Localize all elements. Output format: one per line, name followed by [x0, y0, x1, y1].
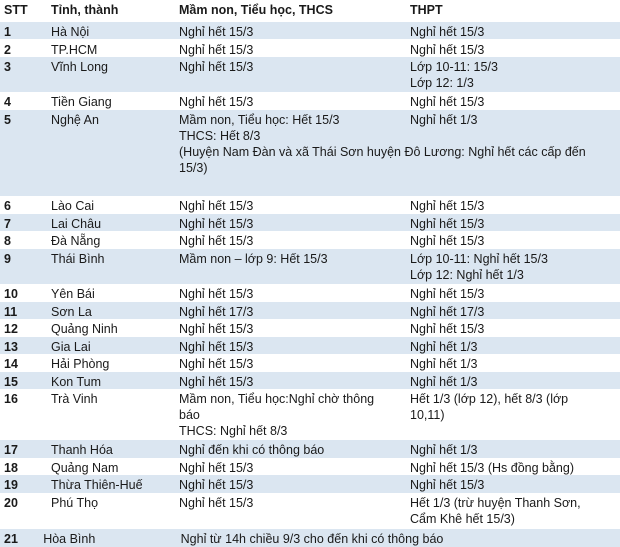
status-line: Nghỉ hết 15/3	[410, 478, 485, 492]
thpt-status	[406, 337, 620, 354]
thpt-status	[406, 319, 620, 337]
thpt-status	[406, 440, 620, 458]
province-name: Đà Nẵng	[51, 234, 101, 248]
status-line: Nghỉ hết 15/3	[179, 375, 254, 389]
status-line: Nghỉ hết 15/3	[410, 287, 485, 301]
lower-levels-status	[175, 284, 406, 302]
status-line: Nghỉ hết 15/3	[179, 60, 254, 74]
province-name: TP.HCM	[51, 43, 98, 57]
lower-levels-status	[175, 22, 406, 39]
status-line: Hết 1/3 (trừ huyện Thanh Sơn,	[410, 496, 581, 510]
status-line: Nghỉ hết 15/3	[179, 461, 254, 475]
status-line: Nghỉ hết 15/3	[179, 43, 254, 57]
lower-levels-status	[175, 92, 406, 110]
province-name: Tiền Giang	[51, 95, 112, 109]
table-row	[0, 475, 620, 493]
status-line: Nghỉ hết 15/3	[179, 287, 254, 301]
status-line: Mầm non, Tiểu học: Hết 15/3	[179, 113, 340, 127]
province-name: Yên Bái	[51, 287, 95, 301]
lower-levels-status	[175, 389, 406, 440]
table-row	[0, 110, 620, 196]
row-number: 6	[4, 199, 11, 213]
status-line: Nghỉ hết 15/3 (Hs đồng bằng)	[410, 461, 574, 475]
status-line: Nghỉ hết 15/3	[179, 25, 254, 39]
row-number: 11	[4, 305, 18, 319]
thpt-status	[406, 302, 620, 319]
table-row	[0, 40, 620, 57]
status-line: Nghỉ hết 15/3	[410, 322, 485, 336]
status-line: Nghỉ đến khi có thông báo	[179, 443, 325, 457]
status-line: Lớp 10-11: 15/3	[410, 60, 498, 74]
province-name: Thanh Hóa	[51, 443, 113, 457]
province-name: Thừa Thiên-Huế	[51, 478, 143, 492]
row-number: 21	[4, 532, 18, 546]
status-line: Nghỉ hết 15/3	[179, 95, 254, 109]
row-number: 15	[4, 375, 18, 389]
thpt-status	[406, 284, 620, 302]
lower-levels-status	[175, 440, 406, 458]
row-number: 2	[4, 43, 11, 57]
header-thpt: THPT	[410, 3, 443, 17]
row-number: 9	[4, 252, 11, 266]
status-line: Nghỉ hết 1/3	[410, 340, 478, 354]
table-header	[0, 0, 620, 22]
status-line: Nghỉ hết 15/3	[410, 234, 485, 248]
thpt-status	[406, 389, 620, 440]
header-province: Tỉnh, thành	[51, 3, 119, 17]
status-line: Lớp 12: 1/3	[410, 76, 474, 90]
province-name: Quảng Ninh	[51, 322, 118, 336]
province-name: Thái Bình	[51, 252, 105, 266]
thpt-status	[406, 214, 620, 231]
thpt-status	[406, 22, 620, 39]
thpt-status	[406, 249, 620, 284]
thpt-status	[406, 196, 620, 214]
status-line: Nghỉ hết 15/3	[179, 357, 254, 371]
status-line: Nghỉ hết 15/3	[410, 25, 485, 39]
status-line: Mầm non, Tiểu học:Nghỉ chờ thông	[179, 392, 375, 406]
province-name: Sơn La	[51, 305, 92, 319]
thpt-status	[406, 372, 620, 389]
thpt-status	[406, 354, 620, 372]
lower-levels-status	[175, 214, 406, 231]
table-row	[0, 22, 620, 39]
status-line: Nghỉ hết 1/3	[410, 113, 478, 127]
status-line: Nghỉ hết 17/3	[410, 305, 485, 319]
row-number: 5	[4, 113, 11, 127]
province-name: Hải Phòng	[51, 357, 110, 371]
lower-levels-status	[175, 231, 406, 249]
table-row	[0, 196, 620, 214]
row-number: 14	[4, 357, 18, 371]
status-line: Nghỉ hết 15/3	[179, 496, 254, 510]
table-row	[0, 458, 620, 475]
status-line: (Huyện Nam Đàn và xã Thái Sơn huyện Đô Lương: Nghỉ hết các cấp đến	[179, 145, 586, 159]
table-row	[0, 529, 620, 547]
status-line: Nghỉ hết 15/3	[179, 199, 254, 213]
province-name: Trà Vinh	[51, 392, 98, 406]
lower-levels-status	[175, 196, 406, 214]
row-number: 7	[4, 217, 11, 231]
lower-levels-status	[175, 337, 406, 354]
province-name: Lai Châu	[51, 217, 102, 231]
row-number: 13	[4, 340, 18, 354]
lower-levels-status	[175, 493, 406, 529]
row-number: 16	[4, 392, 18, 406]
table-row	[0, 214, 620, 231]
thpt-status	[406, 493, 620, 529]
lower-levels-status	[175, 319, 406, 337]
thpt-status	[406, 57, 620, 92]
row-number: 8	[4, 234, 11, 248]
row-number: 3	[4, 60, 11, 74]
row-number: 20	[4, 496, 18, 510]
header-stt: STT	[4, 3, 28, 17]
status-line: Nghỉ hết 1/3	[410, 375, 478, 389]
status-line: Nghỉ hết 15/3	[410, 95, 485, 109]
status-line: Lớp 12: Nghỉ hết 1/3	[410, 268, 524, 282]
table-row	[0, 337, 620, 354]
table-row	[0, 249, 620, 284]
province-name: Quảng Nam	[51, 461, 119, 475]
status-line: Nghỉ hết 15/3	[179, 340, 254, 354]
table-row	[0, 372, 620, 389]
lower-levels-status	[175, 249, 406, 284]
table-row	[0, 354, 620, 372]
province-name: Hòa Bình	[43, 532, 96, 546]
row-number: 10	[4, 287, 18, 301]
status-line: 15/3)	[179, 161, 208, 175]
thpt-status	[406, 475, 620, 493]
table-row	[0, 302, 620, 319]
lower-levels-status	[175, 57, 406, 92]
province-name: Hà Nội	[51, 25, 90, 39]
merged-note: Nghỉ từ 14h chiều 9/3 cho đến khi có thông báo	[180, 532, 444, 546]
status-line: Hết 1/3 (lớp 12), hết 8/3 (lớp	[410, 392, 569, 406]
status-line: Nghỉ hết 1/3	[410, 357, 478, 371]
table-row	[0, 284, 620, 302]
lower-levels-status	[175, 40, 406, 57]
lower-levels-status	[175, 354, 406, 372]
table-row	[0, 92, 620, 110]
table-row	[0, 57, 620, 92]
status-line: Nghỉ hết 15/3	[410, 43, 485, 57]
lower-levels-status	[175, 302, 406, 319]
table-row	[0, 493, 620, 529]
lower-levels-status	[175, 475, 406, 493]
table-row	[0, 389, 620, 440]
status-line: THCS: Nghỉ hết 8/3	[179, 424, 288, 438]
row-number: 18	[4, 461, 18, 475]
status-line: Mầm non – lớp 9: Hết 15/3	[179, 252, 328, 266]
province-name: Kon Tum	[51, 375, 102, 389]
status-line: Nghỉ hết 15/3	[179, 217, 254, 231]
status-line: Nghỉ hết 15/3	[179, 234, 254, 248]
thpt-status	[406, 458, 620, 475]
lower-levels-status	[175, 372, 406, 389]
table-row	[0, 440, 620, 458]
status-line: Nghỉ hết 15/3	[410, 199, 485, 213]
row-number: 17	[4, 443, 18, 457]
thpt-status	[406, 231, 620, 249]
table-row	[0, 231, 620, 249]
province-name: Nghệ An	[51, 113, 99, 127]
status-line: Cẩm Khê hết 15/3)	[410, 512, 515, 526]
status-line: Nghỉ hết 15/3	[410, 217, 485, 231]
row-number: 1	[4, 25, 11, 39]
status-line: báo	[179, 408, 200, 422]
header-lower-levels: Mầm non, Tiểu học, THCS	[179, 3, 333, 17]
row-number: 4	[4, 95, 11, 109]
row-number: 19	[4, 478, 18, 492]
thpt-status	[406, 110, 620, 196]
province-name: Phú Thọ	[51, 496, 99, 510]
status-line: Nghỉ hết 17/3	[179, 305, 254, 319]
lower-levels-status	[175, 458, 406, 475]
thpt-status	[406, 92, 620, 110]
table-row	[0, 319, 620, 337]
province-name: Vĩnh Long	[51, 60, 108, 74]
thpt-status	[406, 40, 620, 57]
status-line: Nghỉ hết 1/3	[410, 443, 478, 457]
status-line: THCS: Hết 8/3	[179, 129, 261, 143]
province-name: Lào Cai	[51, 199, 95, 213]
status-line: Nghỉ hết 15/3	[179, 322, 254, 336]
province-name: Gia Lai	[51, 340, 91, 354]
status-line: Nghỉ hết 15/3	[179, 478, 254, 492]
status-line: 10,11)	[410, 408, 445, 422]
status-line: Lớp 10-11: Nghỉ hết 15/3	[410, 252, 548, 266]
row-number: 12	[4, 322, 18, 336]
